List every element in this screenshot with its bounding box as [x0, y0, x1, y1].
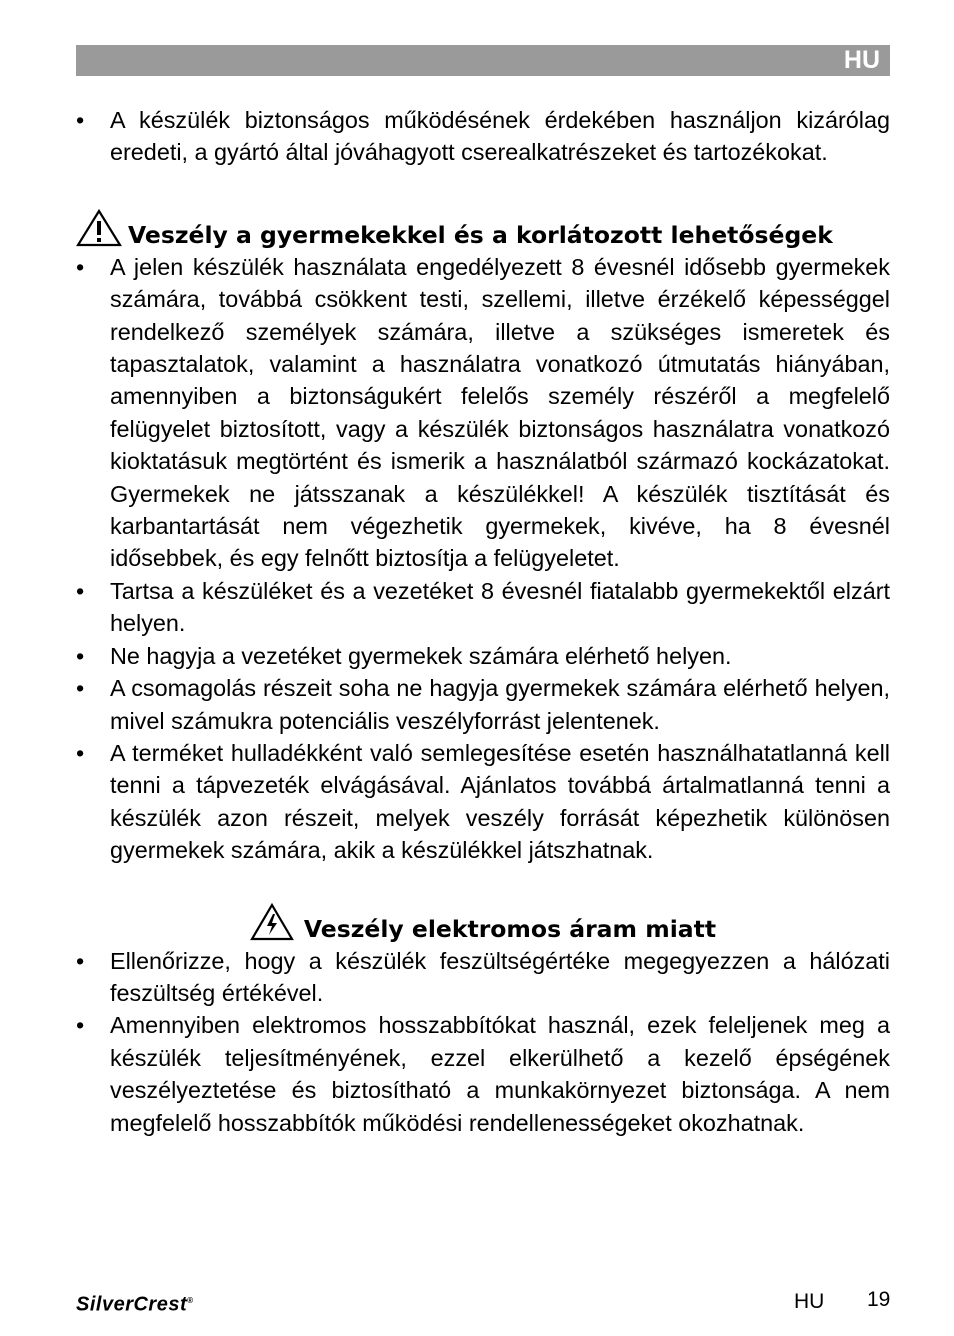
section-title: Veszély a gyermekekkel és a korlátozott lehetőségek	[128, 220, 833, 249]
list-item: • Tartsa a készüléket és a vezetéket 8 évesnél fiatalabb gyermekektől elzárt helyen.	[76, 575, 890, 640]
list-item: • A készülék biztonságos működésének érdekében használjon kizárólag eredeti, a gyártó által jóváhagyott cserealkatrészeket és tartozékokat.	[76, 104, 890, 169]
brand-logo	[76, 1290, 194, 1316]
list-item: • A csomagolás részeit soha ne hagyja gyermekek számára elérhető helyen, mivel számukra potenciális veszélyforrást jelentenek.	[76, 672, 890, 737]
section-heading-children	[76, 209, 890, 251]
intro-list	[76, 104, 890, 169]
header-language-code: HU	[843, 46, 880, 74]
footer-language-code: HU	[794, 1290, 825, 1313]
list-item: • Ne hagyja a vezetéket gyermekek számára elérhető helyen.	[76, 640, 890, 672]
section-title: Veszély elektromos áram miatt	[303, 914, 717, 943]
list-item: • A jelen készülék használata engedélyezett 8 évesnél idősebb gyermekek számára, továbbá csökkent testi, szellemi, illetve érzékelő képességgel rendelkező személyek számára, illetve a szükséges ismeretek és tapasztalatok, valamint a használatra vonatkozó útmutatás hiányában, amennyiben a biztonságukért felelős személy részéről a megfelelő felügyelet biztosított, vagy a készülék biztonságos használatra vonatkozó kioktatásuk megtörtént és ismerik a használatból származó kockázatokat. Gyermekek ne játsszanak a készülékkel! A készülék tisztítását és karbantartását nem végezhetik gyermekek, kivéve, ha 8 évesnél idősebbek, és egy felnőtt biztosítja a felügyeletet.	[76, 251, 890, 575]
electric-list	[76, 945, 890, 1139]
brand-name: SilverCrest	[76, 1293, 188, 1316]
list-item: • A terméket hulladékként való semlegesítése esetén használhatatlanná kell tenni a tápvezeték elvágásával. Ajánlatos továbbá ártalmatlanná tenni a készülék azon részeit, melyek veszély forrását képezhetik különösen gyermekek számára, akik a készülékkel játszhatnak.	[76, 737, 890, 867]
list-item: • Amennyiben elektromos hosszabbítókat használ, ezek feleljenek meg a készülék teljesítményének, ezzel elkerülhető a kezelő épségének veszélyeztetése és biztosítható a munkakörnyezet biztonsága. A nem megfelelő hosszabbítók működési rendellenességeket okozhatnak.	[76, 1009, 890, 1139]
section-heading-electric	[76, 903, 890, 945]
children-list	[76, 251, 890, 867]
page-content	[76, 104, 890, 1139]
header-bar	[76, 45, 890, 76]
warning-triangle-icon	[76, 209, 122, 247]
brand-registered-mark: ®	[187, 1296, 194, 1305]
list-item: • Ellenőrizze, hogy a készülék feszültségértéke megegyezzen a hálózati feszültség értékével.	[76, 945, 890, 1010]
page-number: 19	[867, 1288, 891, 1311]
electric-hazard-icon	[250, 903, 294, 941]
